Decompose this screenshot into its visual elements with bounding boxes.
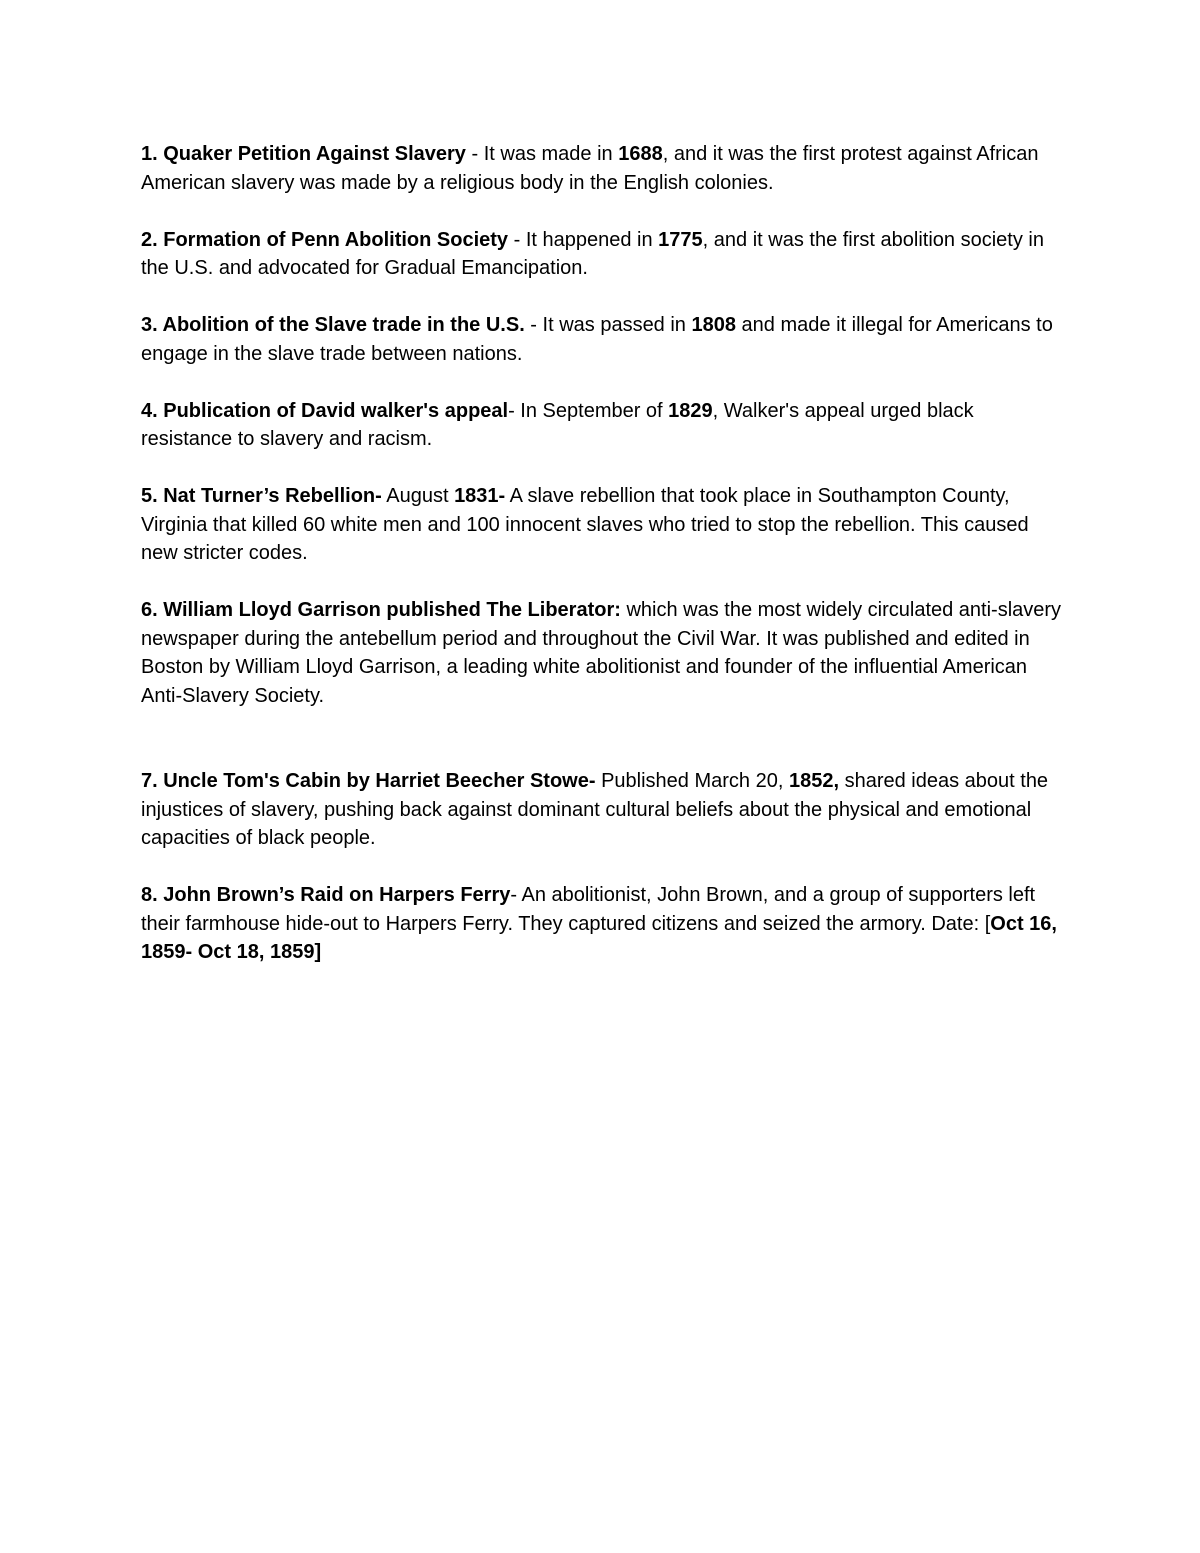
list-item <box>141 140 1066 197</box>
entry-text: which was the most widely circulated anti-slavery newspaper during the antebellum period and throughout the Civil War. It was published and edited in Boston by William Lloyd Garrison, a leading white abolitionist and founder of the influential American Anti-Slavery Society. <box>141 599 1062 707</box>
entry-title: 5. Nat Turner’s Rebellion- <box>141 485 382 507</box>
entry-text: and made it illegal for Americans to engage in the slave trade between nations. <box>141 314 1053 365</box>
list-item <box>141 397 1066 454</box>
entry-text: - In September of <box>508 399 669 422</box>
entry-title: 8. John Brown’s Raid on Harpers Ferry <box>141 884 511 906</box>
entry-year: 1852, <box>788 770 840 792</box>
document-body <box>141 140 1066 995</box>
entry-title: 4. Publication of David walker's appeal <box>141 399 509 422</box>
entry-text: - It happened in <box>508 228 659 251</box>
entry-title: 7. Uncle Tom's Cabin by Harriet Beecher Stowe- <box>141 770 596 792</box>
entry-text: - It was passed in <box>524 314 692 336</box>
entry-year: 1775 <box>658 228 703 251</box>
entry-text: , Walker's appeal urged black resistance to slavery and racism. <box>141 399 974 450</box>
entry-year: 1829 <box>668 399 713 422</box>
entry-year: 1808 <box>691 314 736 336</box>
entry-year: 1831- <box>454 485 506 507</box>
list-item <box>141 482 1066 568</box>
entry-text: , and it was the first protest against African American slavery was made by a religious body in the English colonies. <box>141 143 1039 194</box>
entry-text: August <box>381 485 455 507</box>
entry-text: Published March 20, <box>595 770 789 792</box>
entry-text: - It was made in <box>465 143 619 165</box>
entry-text: - An abolitionist, John Brown, and a group of supporters left their farmhouse hide-out to Harpers Ferry. They captured citizens and seized the armory. Date: [ <box>141 884 1036 935</box>
entry-title: 1. Quaker Petition Against Slavery <box>141 143 466 165</box>
entry-title: 6. William Lloyd Garrison published The Liberator: <box>141 599 621 621</box>
list-item <box>141 596 1066 710</box>
entry-text: shared ideas about the injustices of slavery, pushing back against dominant cultural beliefs about the physical and emotional capacities of black people. <box>141 770 1049 849</box>
entry-year: 1688 <box>618 143 663 165</box>
list-item <box>141 311 1066 368</box>
entry-title: 3. Abolition of the Slave trade in the U.S. <box>141 314 525 336</box>
entry-title: 2. Formation of Penn Abolition Society <box>141 228 509 251</box>
list-item <box>141 881 1066 967</box>
entry-text: , and it was the first abolition society in the U.S. and advocated for Gradual Emancipation. <box>141 228 1044 279</box>
list-item <box>141 767 1066 853</box>
entry-text: A slave rebellion that took place in Southampton County, Virginia that killed 60 white men and 100 innocent slaves who tried to stop the rebellion. This caused new stricter codes. <box>141 485 1029 564</box>
list-item <box>141 226 1066 283</box>
entry-date: Oct 16, 1859- Oct 18, 1859] <box>141 912 1057 963</box>
